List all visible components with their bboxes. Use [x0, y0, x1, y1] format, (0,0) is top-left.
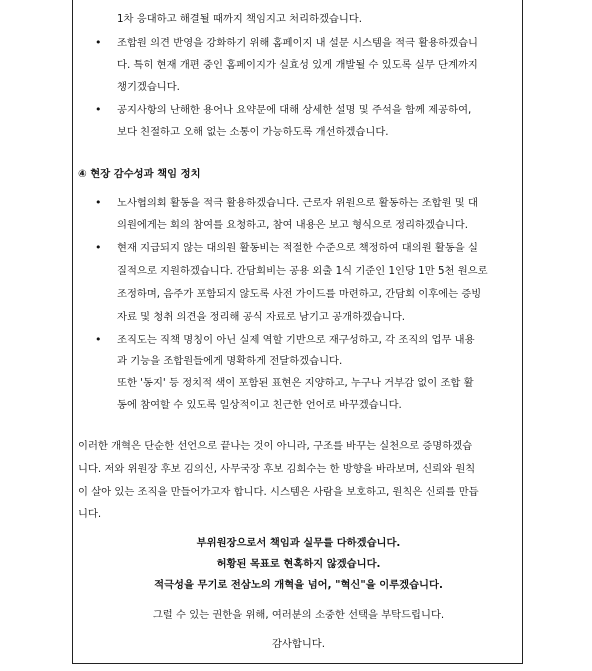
- body-line: 다. 특히 현재 개편 중인 홈페이지가 실효성 있게 개발될 수 있도록 실무 단계까지: [117, 59, 478, 71]
- body-line: 보다 친절하고 오해 없는 소통이 가능하도록 개선하겠습니다.: [117, 126, 389, 138]
- body-line: 조직도는 직책 명칭이 아닌 실제 역할 기반으로 재구성하고, 각 조직의 업무 내용: [117, 334, 475, 346]
- closing-line: 니다. 저와 위원장 후보 김의신, 사무국장 후보 김희수는 한 방향을 바라보며, 신뢰와 원칙: [78, 463, 476, 475]
- body-line: 조정하며, 음주가 포함되지 않도록 사전 가이드를 마련하고, 간담회 이후에는 증빙: [117, 288, 482, 300]
- document-page: [72, 0, 523, 664]
- body-line: 질적으로 지원하겠습니다. 간담회비는 공용 외출 1식 기준인 1인당 1만 5천 원으로: [117, 265, 488, 277]
- section-heading: ④ 현장 감수성과 책임 정치: [78, 168, 201, 180]
- bullet-icon: •: [95, 36, 102, 49]
- pledge-line: 부위원장으로서 책임과 실무를 다하겠습니다.: [196, 537, 401, 549]
- pledge-line: 허황된 목표로 현혹하지 않겠습니다.: [216, 558, 381, 570]
- body-line: 현재 지급되지 않는 대의원 활동비는 적절한 수준으로 책정하여 대의원 활동을 실: [117, 242, 478, 254]
- body-line: 공지사항의 난해한 용어나 요약문에 대해 상세한 설명 및 주석을 함께 제공하여,: [117, 104, 472, 116]
- body-line: 동에 참여할 수 있도록 일상적이고 친근한 언어로 바꾸겠습니다.: [117, 399, 402, 411]
- body-line: 의원에게는 회의 참여를 요청하고, 참여 내용은 보고 형식으로 정리하겠습니다.: [117, 219, 469, 231]
- bullet-icon: •: [95, 241, 102, 254]
- body-line: 자료 및 청취 의견을 정리해 공식 자료로 남기고 공개하겠습니다.: [117, 311, 406, 323]
- body-line: 조합원 의견 반영을 강화하기 위해 홈페이지 내 설문 시스템을 적극 활용하겠습니: [117, 37, 478, 49]
- closing-line: 니다.: [78, 508, 102, 520]
- bullet-icon: •: [95, 103, 102, 116]
- body-line: 과 기능을 조합원들에게 명확하게 전달하겠습니다.: [117, 355, 343, 367]
- closing-line: 이 살아 있는 조직을 만들어가고자 합니다. 시스템은 사람을 보호하고, 원칙은 신뢰를 만듭: [78, 486, 479, 498]
- request-line: 그럴 수 있는 권한을 위해, 여러분의 소중한 선택을 부탁드립니다.: [152, 609, 445, 621]
- bullet-icon: •: [95, 333, 102, 346]
- pledge-line: 적극성을 무기로 전삼노의 개혁을 넘어, "혁신"을 이루겠습니다.: [154, 579, 443, 591]
- continued-line: 1차 응대하고 해결될 때까지 책임지고 처리하겠습니다.: [117, 13, 363, 25]
- closing-line: 이러한 개혁은 단순한 선언으로 끝나는 것이 아니라, 구조를 바꾸는 실천으로 증명하겠습: [78, 440, 473, 452]
- bullet-icon: •: [95, 196, 102, 209]
- body-line: 노사협의회 활동을 적극 활용하겠습니다. 근로자 위원으로 활동하는 조합원 및 대: [117, 197, 478, 209]
- body-line: 또한 '동지' 등 정치적 색이 포함된 표현은 지양하고, 누구나 거부감 없이 조합 활: [117, 377, 474, 389]
- body-line: 챙기겠습니다.: [117, 81, 180, 93]
- thanks-line: 감사합니다.: [271, 638, 325, 650]
